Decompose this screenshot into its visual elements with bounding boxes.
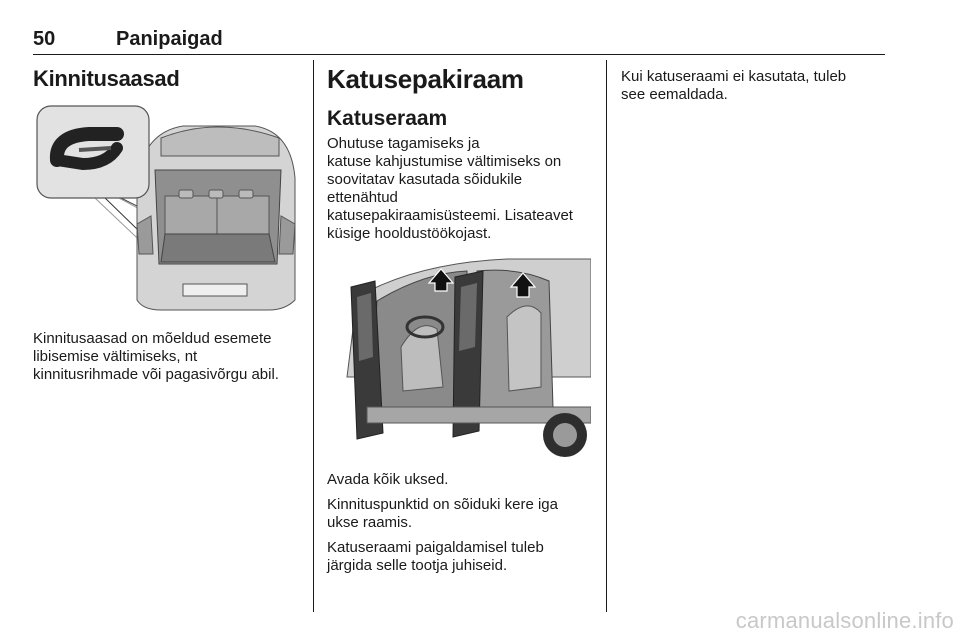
text-line: katuse kahjustumise vältimiseks on [327, 153, 562, 170]
body-paragraph [327, 496, 591, 532]
text-line: küsige hooldustöökojast. [327, 225, 492, 242]
page-number: 50 [33, 28, 56, 50]
text-line: see eemaldada. [621, 86, 728, 103]
running-title: Panipaigad [116, 28, 223, 50]
column-divider [606, 60, 607, 612]
text-line: ukse raamis. [327, 514, 413, 531]
text-line: kinnitusrihmade või pagasivõrgu abil. [33, 366, 279, 383]
section-heading: Kinnitusaasad [33, 66, 180, 91]
column-3 [621, 60, 885, 111]
text-line: Kinnituspunktid on sõiduki kere iga [327, 496, 558, 513]
open-doors-illustration [327, 257, 591, 457]
header-rule [33, 54, 885, 55]
text-line: ettenähtud [327, 189, 398, 206]
body-paragraph [327, 539, 591, 575]
text-line: Kinnitusaasad on mõeldud esemete [33, 330, 272, 347]
text-line: soovitatav kasutada sõidukile [327, 171, 523, 188]
text-line: Kui katuseraami ei kasutata, tuleb [621, 68, 847, 85]
column-2 [327, 60, 591, 582]
text-line: katusepakiraamisüsteemi. Lisateavet [327, 207, 573, 224]
body-paragraph [621, 68, 885, 104]
subsection-heading: Katuseraam [327, 107, 448, 130]
text-line: Katuseraami paigaldamisel tuleb [327, 539, 544, 556]
watermark: carmanualsonline.info [735, 608, 954, 633]
text-line: järgida selle tootja juhiseid. [327, 557, 508, 574]
column-1 [33, 60, 305, 391]
text-line: Ohutuse tagamiseks ja [327, 135, 480, 152]
trunk-lashing-eyes-illustration [33, 104, 297, 316]
body-paragraph: Avada kõik uksed. [327, 471, 449, 488]
column-divider [313, 60, 314, 612]
body-paragraph [33, 330, 305, 384]
body-paragraph [327, 135, 591, 243]
section-heading: Katusepakiraam [327, 64, 524, 94]
text-line: libisemise vältimiseks, nt [33, 348, 198, 365]
